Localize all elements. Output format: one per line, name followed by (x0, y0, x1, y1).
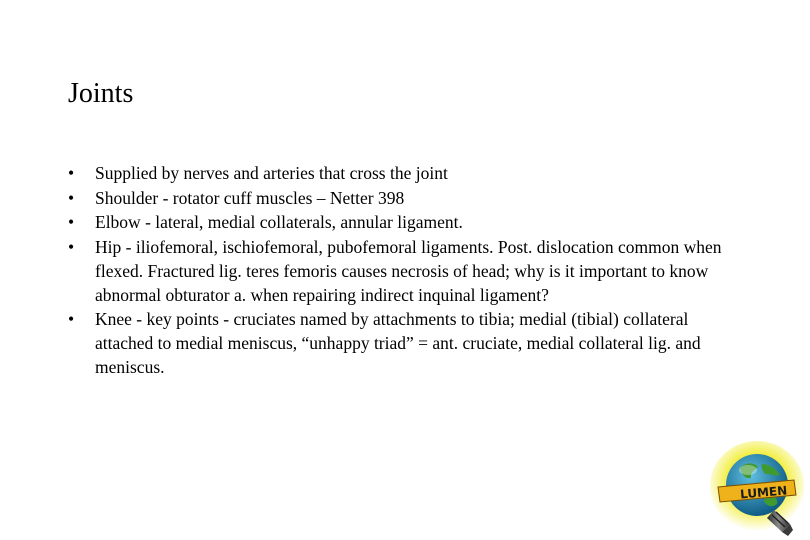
bullet-item (68, 210, 740, 234)
bullet-marker: • (68, 163, 75, 183)
slide-title: Joints (68, 78, 134, 109)
bullet-item (68, 186, 740, 210)
bullet-marker: • (68, 236, 75, 257)
logo-banner-text: LUMEN (739, 483, 788, 502)
bullet-text: Hip - iliofemoral, ischiofemoral, pubofemoral ligaments. Post. dislocation common when flexed. Fractured lig. teres femoris causes necrosis of head; why is it important to know abnormal obturator a. when repairing indirect inquinal ligament? (95, 236, 722, 305)
bullet-item (68, 235, 740, 307)
bullet-text: Knee - key points - cruciates named by attachments to tibia; medial (tibial) collateral attached to medial meniscus, “unhappy triad” = ant. cruciate, medial collateral lig. and meniscus. (95, 309, 701, 377)
bullet-marker: • (68, 212, 75, 232)
bullet-text: Shoulder - rotator cuff muscles – Netter 398 (95, 187, 405, 208)
bullet-text: Supplied by nerves and arteries that cross the joint (95, 163, 448, 183)
bullet-marker: • (68, 309, 75, 329)
bullet-marker: • (68, 187, 75, 208)
bullet-list (68, 161, 740, 380)
globe-lightbulb-icon (710, 440, 806, 538)
bullet-item (68, 161, 740, 185)
lumen-logo (710, 440, 806, 538)
bullet-item (68, 307, 740, 379)
bullet-text: Elbow - lateral, medial collaterals, annular ligament. (95, 212, 463, 232)
